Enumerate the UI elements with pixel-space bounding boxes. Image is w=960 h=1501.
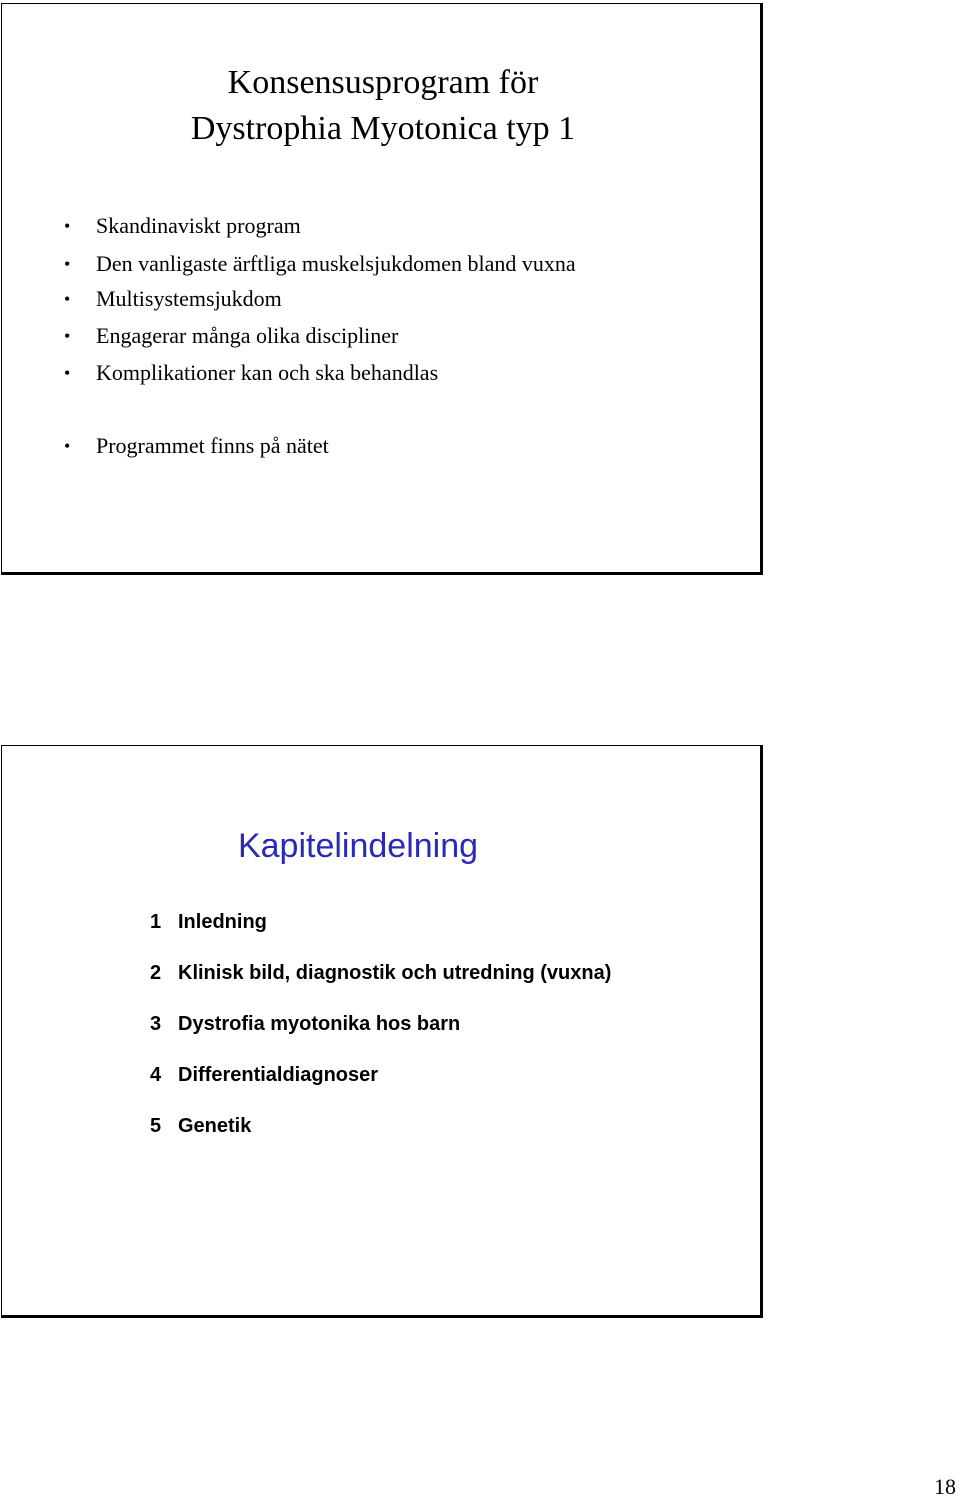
bullet-text: Den vanligaste ärftliga muskelsjukdomen bland vuxna (96, 251, 576, 276)
bullet-icon: • (64, 436, 71, 456)
chapter-item (150, 1112, 251, 1140)
chapter-number: 2 (150, 962, 162, 984)
bullet-item (64, 431, 329, 461)
chapter-item (150, 908, 267, 936)
bullet-item (64, 321, 398, 351)
chapter-label: Differentialdiagnoser (178, 1064, 379, 1086)
chapter-number: 1 (150, 911, 162, 933)
bullet-icon: • (64, 363, 71, 383)
chapter-item (150, 1010, 460, 1038)
slide-chapters (1, 745, 763, 1318)
bullet-icon: • (64, 289, 71, 309)
chapters-title: Kapitelindelning (237, 827, 479, 865)
bullet-icon: • (64, 216, 71, 236)
chapter-label: Klinisk bild, diagnostik och utredning (vuxna) (178, 962, 612, 984)
chapter-item (150, 1061, 378, 1089)
bullet-text: Engagerar många olika discipliner (96, 323, 399, 348)
chapter-item (150, 959, 611, 987)
bullet-text: Multisystemsjukdom (96, 286, 282, 311)
bullet-icon: • (64, 254, 71, 274)
slide-title-line-2: Dystrophia Myotonica typ 1 (190, 110, 576, 147)
chapter-number: 3 (150, 1013, 162, 1035)
chapter-label: Genetik (178, 1115, 252, 1137)
chapter-label: Inledning (178, 911, 267, 933)
chapter-label: Dystrofia myotonika hos barn (178, 1013, 461, 1035)
bullet-text: Skandinaviskt program (96, 213, 301, 238)
page-number: 18 (934, 1474, 956, 1499)
bullet-text: Programmet finns på nätet (96, 433, 329, 458)
chapter-number: 4 (150, 1064, 162, 1086)
bullet-item (64, 249, 576, 279)
bullet-item (64, 211, 301, 241)
slide-consensus-program (1, 3, 763, 575)
bullet-icon: • (64, 326, 71, 346)
bullet-text: Komplikationer kan och ska behandlas (96, 360, 439, 385)
slide-title-line-1: Konsensusprogram för (227, 64, 539, 101)
chapter-number: 5 (150, 1115, 162, 1137)
slide-title (2, 60, 764, 152)
bullet-item (64, 358, 438, 388)
bullet-item (64, 284, 282, 314)
